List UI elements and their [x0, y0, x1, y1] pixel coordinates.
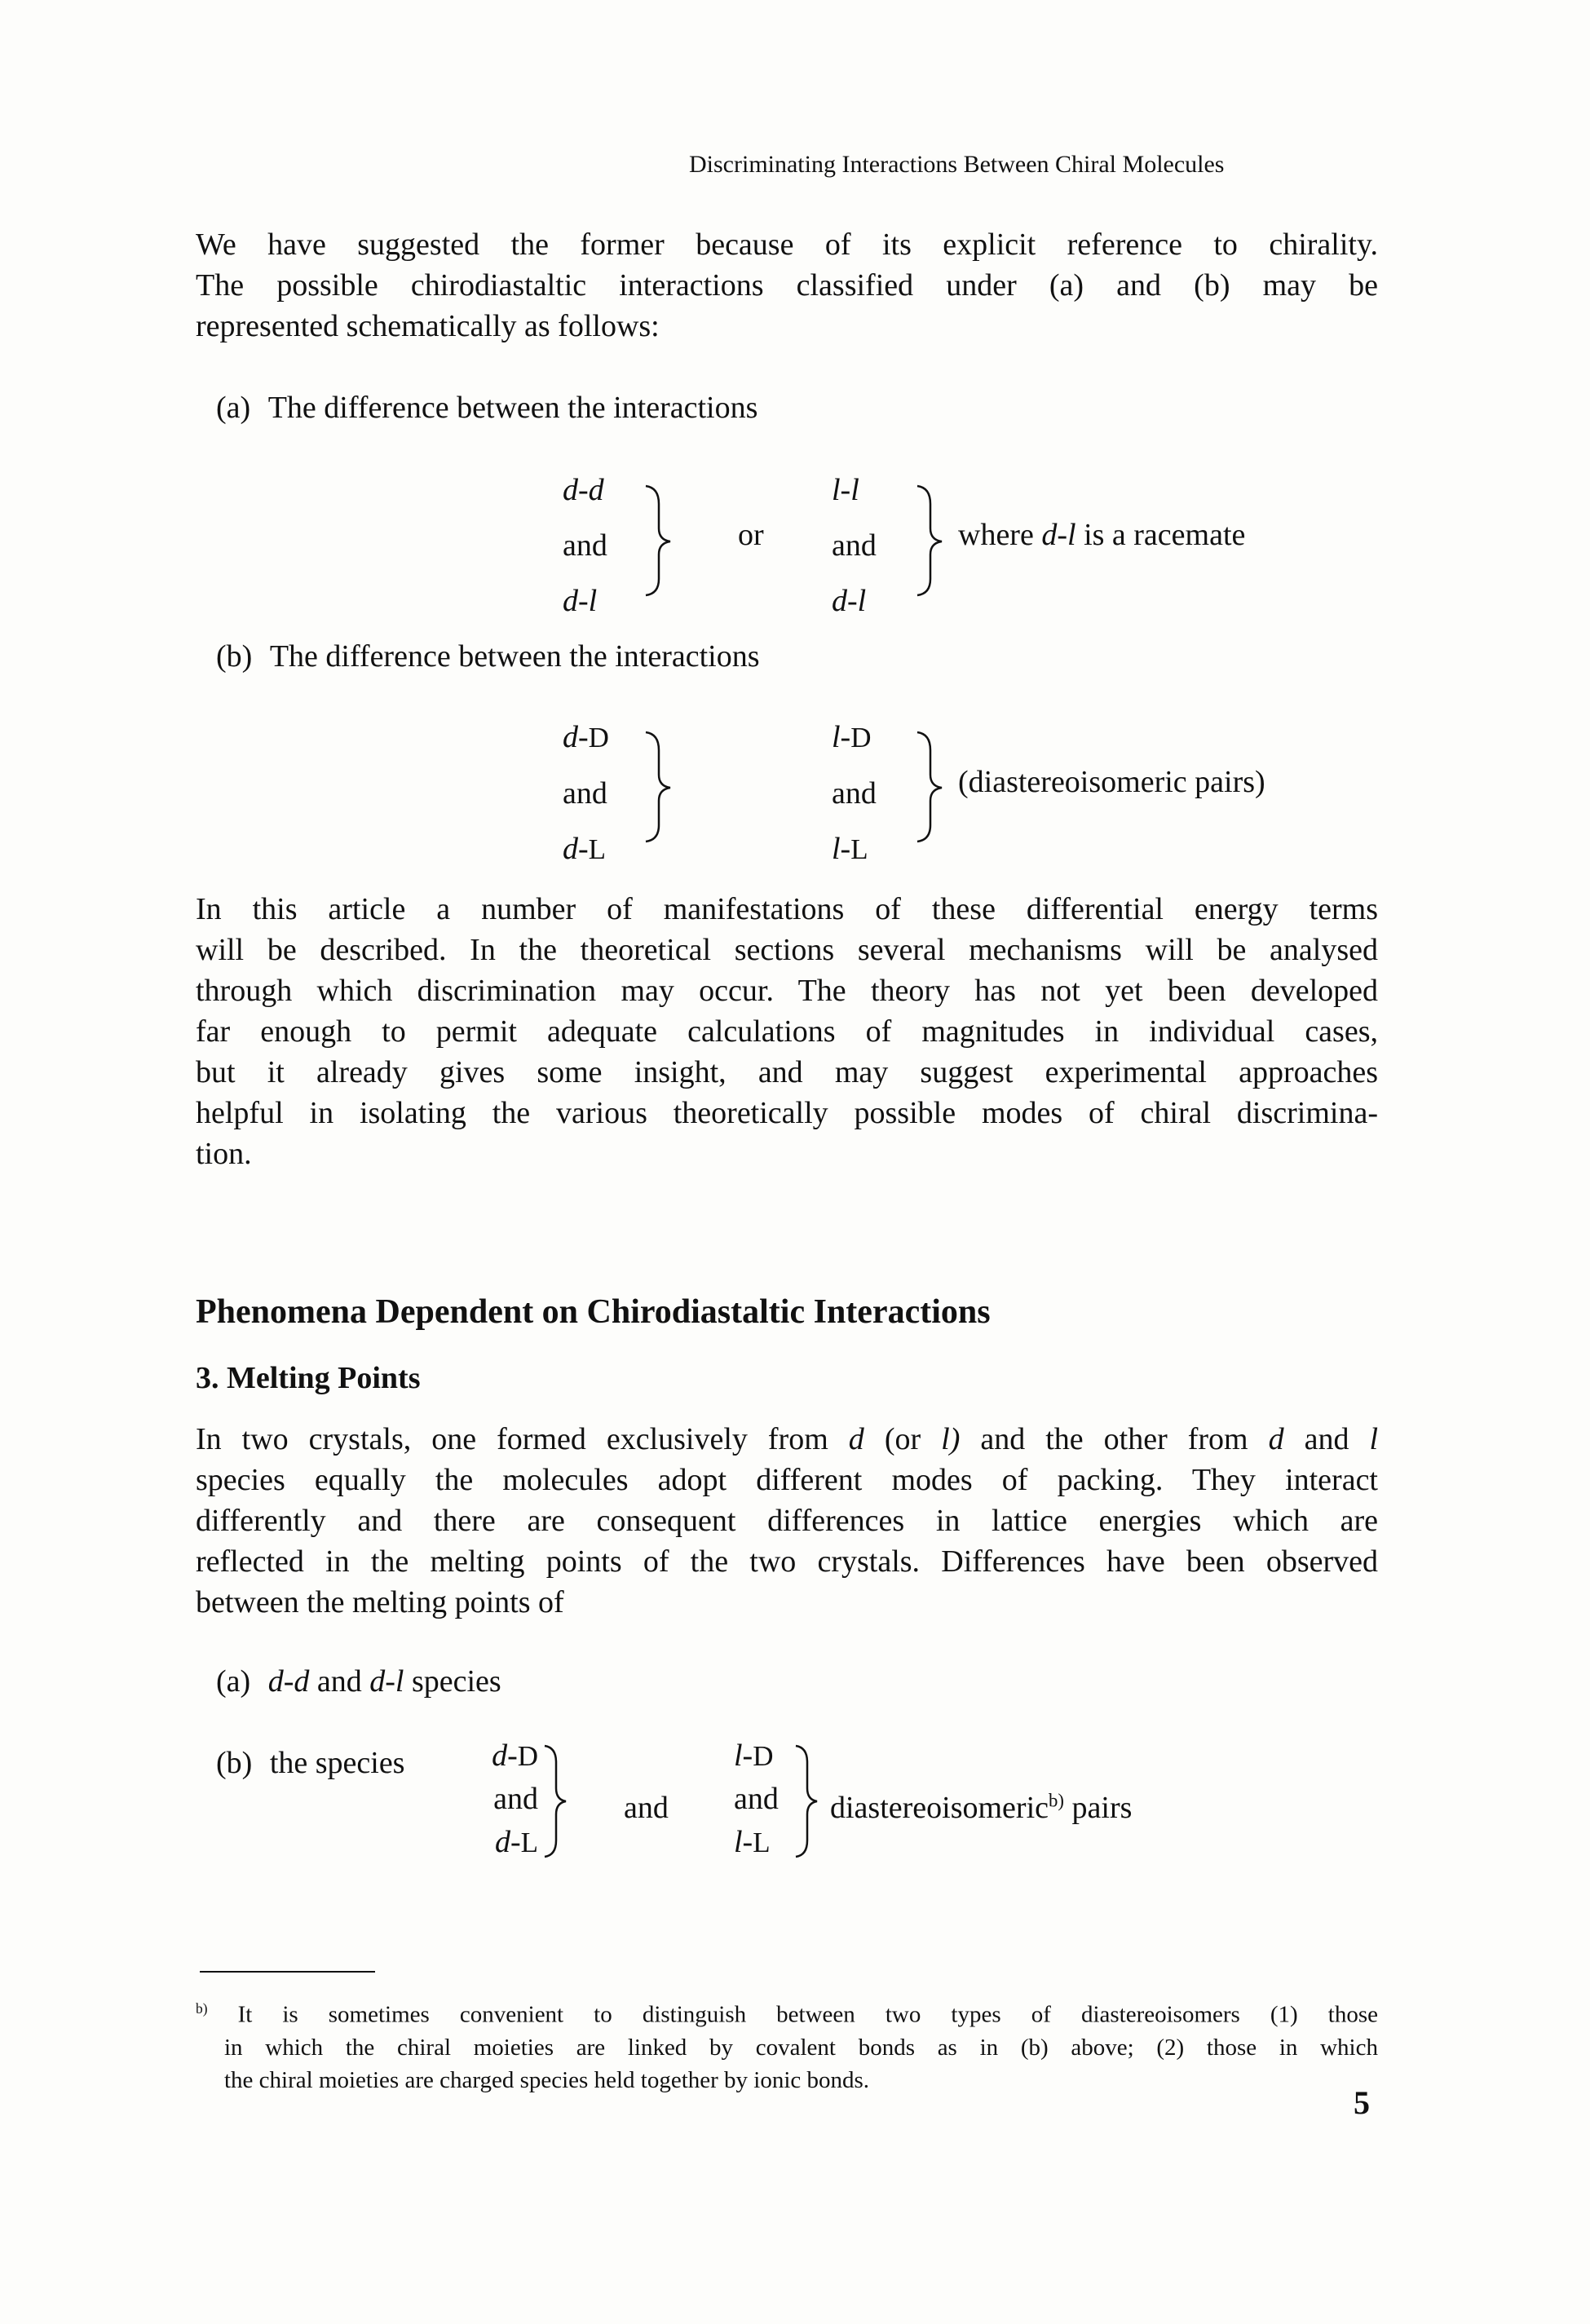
melting-l1g: and [1304, 1422, 1349, 1456]
list-b-note-text: diastereoisomeric [830, 1791, 1049, 1825]
scheme-b-left-2: and [563, 776, 607, 811]
list-a-mid: and [316, 1664, 362, 1699]
footnote-line-3: the chiral moieties are charged species held together by ionic bonds. [224, 2066, 870, 2093]
melting-line-3: differently and there are consequent differences in lattice energies which are [196, 1504, 1378, 1538]
melting-l1a: In two crystals, one formed exclusively from [196, 1422, 828, 1456]
intro-line-2: The possible chirodiastaltic interactions classified under (a) and (b) may be [196, 268, 1378, 303]
list-b-connector: and [624, 1791, 669, 1825]
subsection-heading: 3. Melting Points [196, 1361, 421, 1395]
article-line-7: tion. [196, 1137, 252, 1171]
list-a-end: species [411, 1664, 501, 1699]
section-heading: Phenomena Dependent on Chirodiastaltic Interactions [196, 1293, 991, 1331]
scheme-a-note [958, 517, 1245, 553]
article-line-4: far enough to permit adequate calculations of magnitudes in individual cases, [196, 1014, 1378, 1049]
article-line-1: In this article a number of manifestations of these differential energy terms [196, 892, 1378, 926]
scheme-b-right-1-sc: D [850, 722, 872, 753]
article-line-6: helpful in isolating the various theoretically possible modes of chiral discrimina- [196, 1096, 1378, 1130]
scheme-a-text: The difference between the interactions [267, 391, 758, 425]
running-head: Discriminating Interactions Between Chiral Molecules [689, 151, 1225, 178]
article-line-2: will be described. In the theoretical sections several mechanisms will be analysed [196, 933, 1378, 967]
scheme-b-left-1-sc: D [588, 722, 609, 753]
melting-l1d: l) [941, 1422, 961, 1456]
footnote-line-1-text: It is sometimes convenient to distinguish between two types of diastereoisomers (1) those [237, 2001, 1379, 2028]
list-a-item-1: d-d [267, 1664, 310, 1699]
list-b-left-3-prefix: d- [494, 1825, 521, 1859]
footnote-line-1 [196, 1992, 1378, 2031]
melting-l1e: and the other from [980, 1422, 1248, 1456]
article-line-3: through which discrimination may occur. The theory has not yet been developed [196, 974, 1378, 1008]
list-b-left-2: and [493, 1782, 538, 1816]
scheme-b-left-3-prefix: d- [563, 832, 589, 866]
scheme-a-right-group [832, 462, 921, 629]
melting-line-1 [196, 1419, 1378, 1460]
list-b-note-end: pairs [1071, 1791, 1133, 1825]
scheme-b-left-1-prefix: d- [563, 720, 589, 754]
scheme-b-right-3-sc: L [850, 833, 868, 865]
scheme-a-right-2: and [832, 528, 877, 563]
article-paragraph [196, 889, 1378, 1174]
scheme-a-heading [216, 390, 757, 426]
melting-l1f: d [1268, 1422, 1284, 1456]
scheme-a-note-italic: d-l [1041, 518, 1076, 552]
list-a-item-2: d-l [369, 1664, 404, 1699]
scheme-b-heading [216, 638, 759, 674]
list-b-left-group [457, 1734, 538, 1864]
intro-line-3: represented schematically as follows: [196, 309, 660, 343]
list-b-right-brace [789, 1741, 830, 1863]
scheme-a-left-group [563, 462, 636, 629]
scheme-a-right-3: d-l [832, 584, 867, 618]
list-a-label: (a) [216, 1664, 251, 1699]
scheme-b-left-group [563, 709, 644, 877]
list-b-note-sup: b) [1049, 1790, 1065, 1811]
list-b-right-1-prefix: l- [734, 1739, 753, 1773]
scheme-a-left-brace [638, 479, 687, 602]
melting-l1h: l [1369, 1422, 1379, 1456]
scheme-a-note-prefix: where [958, 518, 1034, 552]
scheme-a-right-1: l-l [832, 473, 859, 507]
footnote-rule [200, 1971, 375, 1973]
intro-line-1: We have suggested the former because of its explicit reference to chirality. [196, 228, 1378, 262]
melting-line-5: between the melting points of [196, 1585, 564, 1619]
scheme-b-note: (diastereoisomeric pairs) [958, 765, 1265, 799]
list-b-right-1-sc: D [753, 1740, 774, 1772]
scheme-b-right-brace [909, 726, 958, 848]
scheme-b-right-3-prefix: l- [832, 832, 851, 866]
list-b-left-1-sc: D [517, 1740, 538, 1772]
list-b-right-2: and [734, 1782, 779, 1816]
melting-paragraph [196, 1419, 1378, 1623]
scheme-a-connector: or [738, 518, 764, 552]
page-number: 5 [1354, 2084, 1370, 2121]
scheme-b-left-3-sc: L [588, 833, 607, 865]
list-b-left-1-prefix: d- [492, 1739, 518, 1773]
melting-l1b: d [848, 1422, 864, 1456]
list-b-lead [216, 1745, 404, 1781]
footnote-marker: b) [196, 2000, 208, 2017]
list-b-left-brace [538, 1741, 579, 1863]
list-a [216, 1663, 501, 1699]
list-b-note [830, 1790, 1132, 1826]
scheme-a-label: (a) [216, 391, 251, 425]
list-b-label: (b) [216, 1746, 253, 1780]
melting-line-4: reflected in the melting points of the two crystals. Differences have been observed [196, 1544, 1378, 1579]
melting-line-2: species equally the molecules adopt different modes of packing. They interact [196, 1463, 1378, 1497]
scheme-a-left-2: and [563, 528, 607, 563]
footnote [196, 1992, 1378, 2096]
scheme-a-note-suffix: is a racemate [1084, 518, 1246, 552]
scheme-b-right-2: and [832, 776, 877, 811]
scheme-b-right-1-prefix: l- [832, 720, 851, 754]
list-b-right-3-prefix: l- [734, 1825, 753, 1859]
scheme-a-left-1: d-d [563, 473, 604, 507]
list-b-right-3-sc: L [753, 1827, 771, 1858]
scheme-b-left-brace [638, 726, 687, 848]
intro-paragraph [196, 224, 1378, 347]
scheme-b-right-group [832, 709, 921, 877]
scheme-a-right-brace [909, 479, 958, 602]
melting-l1c: (or [884, 1422, 921, 1456]
scheme-a-left-3: d-l [563, 584, 598, 618]
list-b-lead-text: the species [269, 1746, 405, 1780]
scheme-b-label: (b) [216, 639, 253, 674]
scheme-b-text: The difference between the interactions [269, 639, 760, 674]
footnote-line-2: in which the chiral moieties are linked by covalent bonds as in (b) above; (2) those in which [224, 2034, 1378, 2061]
list-b-left-3-sc: L [520, 1827, 538, 1858]
article-line-5: but it already gives some insight, and may suggest experimental approaches [196, 1055, 1378, 1089]
